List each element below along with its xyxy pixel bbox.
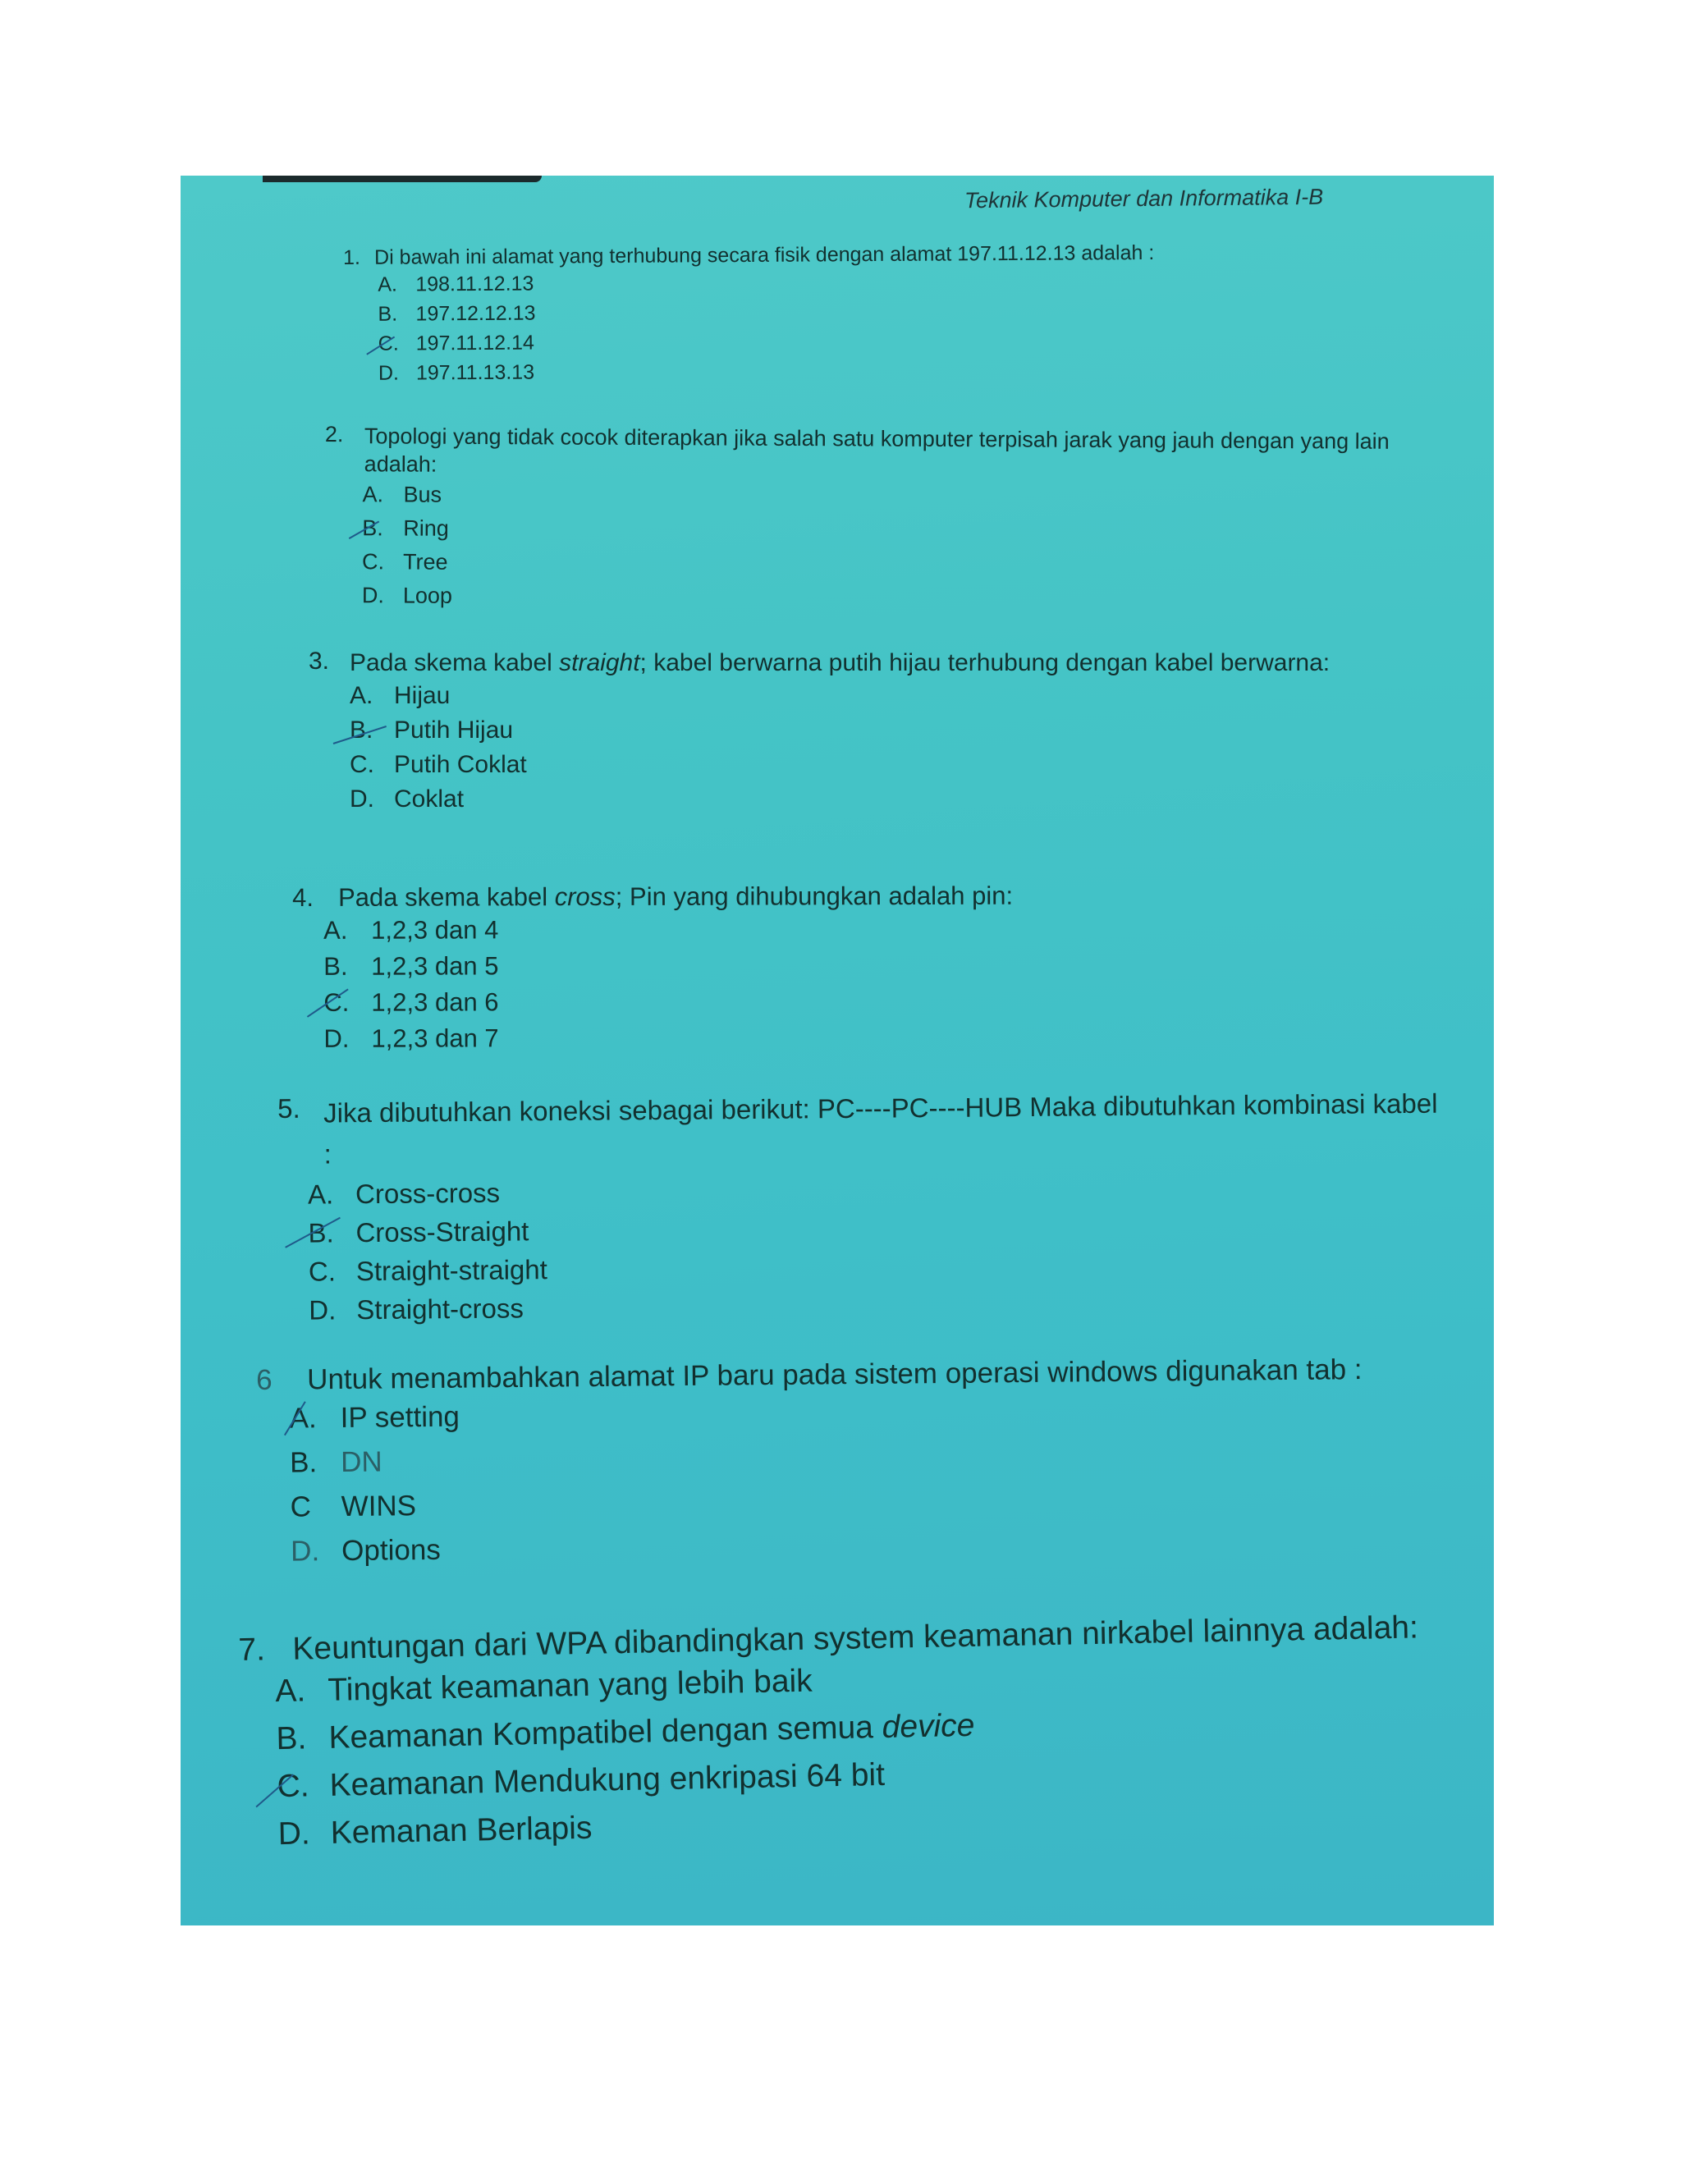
option-text: Putih Hijau xyxy=(394,717,514,744)
question-3 xyxy=(309,648,1421,817)
sheet-header: Teknik Komputer dan Informatika I-B xyxy=(964,184,1324,213)
option-b[interactable] xyxy=(323,946,1359,985)
option-c[interactable] xyxy=(362,545,1391,584)
option-letter: C. xyxy=(323,987,350,1017)
question-number: 7. xyxy=(238,1632,266,1668)
option-b[interactable] xyxy=(350,713,1421,748)
option-text: Options xyxy=(341,1533,441,1568)
option-letter: C xyxy=(290,1490,312,1523)
option-letter: D. xyxy=(277,1815,311,1852)
option-letter: C. xyxy=(378,332,399,355)
option-text: 197.11.12.14 xyxy=(415,331,534,355)
option-text: Cross-Straight xyxy=(355,1216,529,1248)
option-d[interactable] xyxy=(323,1019,1359,1057)
question-number: 5. xyxy=(277,1092,300,1124)
question-text-italic: cross xyxy=(554,881,616,912)
question-text-part: ; kabel berwarna putih hijau terhubung dengan kabel berwarna: xyxy=(639,649,1331,676)
option-a[interactable] xyxy=(362,478,1391,517)
option-text: Kemanan Berlapis xyxy=(330,1810,593,1851)
option-text: 197.12.12.13 xyxy=(415,301,536,326)
option-text: Putih Coklat xyxy=(394,751,527,778)
option-text: IP setting xyxy=(340,1400,460,1435)
options-list xyxy=(378,263,1403,388)
option-letter: B. xyxy=(350,717,373,744)
option-text-italic: device xyxy=(882,1707,975,1745)
option-letter: B. xyxy=(362,515,383,541)
option-d[interactable] xyxy=(350,782,1421,817)
option-letter: D. xyxy=(378,361,400,385)
option-text: Straight-cross xyxy=(356,1293,524,1326)
question-number: 2. xyxy=(324,422,344,447)
option-text: DN xyxy=(340,1445,382,1479)
option-text: Ring xyxy=(403,515,449,541)
option-text: 1,2,3 dan 7 xyxy=(371,1023,499,1053)
question-text: Topologi yang tidak cocok diterapkan jika salah satu komputer terpisah jarak yang jauh dengan yang lain adalah: xyxy=(364,424,1390,477)
shadow-edge xyxy=(263,176,542,182)
question-text-part: ; Pin yang dihubungkan adalah pin: xyxy=(615,881,1014,911)
option-text: Hijau xyxy=(394,682,451,709)
options-list xyxy=(289,1386,1407,1574)
question-text-part: Pada skema kabel xyxy=(350,649,560,676)
question-number: 6 xyxy=(256,1363,273,1396)
option-d[interactable] xyxy=(378,352,1403,388)
option-text: 198.11.12.13 xyxy=(415,272,534,296)
options-list xyxy=(362,478,1392,618)
question-text: Keuntungan dari WPA dibandingkan system keamanan nirkabel lainnya adalah: xyxy=(291,1609,1419,1667)
question-1 xyxy=(343,240,1403,388)
option-letter: B. xyxy=(289,1446,318,1479)
option-letter: C. xyxy=(308,1256,337,1287)
option-letter: A. xyxy=(307,1179,334,1210)
option-letter: A. xyxy=(362,482,384,507)
options-list xyxy=(350,679,1421,817)
question-7 xyxy=(238,1609,1424,1859)
question-text: Untuk menambahkan alamat IP baru pada sistem operasi windows digunakan tab : xyxy=(306,1353,1363,1396)
option-c[interactable] xyxy=(323,982,1359,1021)
option-letter: D. xyxy=(361,583,384,608)
option-text: Keamanan Mendukung enkripasi 64 bit xyxy=(329,1756,886,1803)
option-text: 1,2,3 dan 4 xyxy=(371,915,499,945)
option-letter: B. xyxy=(378,302,398,326)
option-letter: B. xyxy=(308,1217,334,1248)
option-letter: A. xyxy=(378,272,397,296)
option-text: Loop xyxy=(402,583,453,608)
option-c[interactable] xyxy=(350,748,1421,782)
option-letter: D. xyxy=(350,785,374,813)
option-letter: C. xyxy=(362,549,385,575)
options-list xyxy=(308,1165,1445,1330)
options-list xyxy=(275,1646,1424,1858)
option-letter: C. xyxy=(277,1768,310,1805)
option-text: 1,2,3 dan 6 xyxy=(371,987,499,1017)
option-letter: D. xyxy=(323,1023,350,1053)
option-text: Straight-straight xyxy=(355,1254,547,1287)
option-a[interactable] xyxy=(350,679,1421,713)
option-text: WINS xyxy=(341,1490,417,1523)
option-a[interactable] xyxy=(323,910,1359,949)
option-letter: B. xyxy=(323,951,348,981)
option-text-part: Keamanan Kompatibel dengan semua xyxy=(328,1709,883,1756)
question-5 xyxy=(277,1083,1445,1330)
option-text: Bus xyxy=(403,482,442,507)
option-letter: A. xyxy=(323,915,348,945)
question-6 xyxy=(256,1353,1407,1574)
question-text: Di bawah ini alamat yang terhubung secara fisik dengan alamat 197.11.12.13 adalah : xyxy=(373,240,1155,269)
question-number: 3. xyxy=(309,648,330,675)
question-4 xyxy=(292,881,1360,1057)
option-text: 197.11.13.13 xyxy=(415,360,535,385)
question-text xyxy=(350,648,1421,679)
option-letter: A. xyxy=(350,682,373,709)
question-number: 4. xyxy=(292,882,314,912)
option-letter: A. xyxy=(289,1402,317,1435)
option-text: Cross-cross xyxy=(355,1177,501,1210)
question-text-italic: straight xyxy=(559,649,640,676)
question-text-part: Pada skema kabel xyxy=(337,882,555,912)
option-letter: C. xyxy=(350,751,374,778)
question-text xyxy=(338,881,1359,913)
option-text: Tingkat keamanan yang lebih baik xyxy=(327,1663,813,1708)
option-text: Tree xyxy=(403,549,448,575)
question-text: Jika dibutuhkan koneksi sebagai berikut: PC----PC----HUB Maka dibutuhkan kombinasi kabel : xyxy=(323,1087,1438,1170)
question-2 xyxy=(324,422,1392,618)
option-letter: D. xyxy=(291,1535,320,1568)
option-b[interactable] xyxy=(362,511,1391,551)
option-text: 1,2,3 dan 5 xyxy=(371,951,499,981)
option-d[interactable] xyxy=(362,579,1391,618)
exam-sheet-photo xyxy=(181,176,1494,1925)
question-number: 1. xyxy=(343,245,361,269)
option-letter: D. xyxy=(309,1294,337,1326)
option-text: Coklat xyxy=(394,785,465,813)
option-letter: A. xyxy=(274,1673,306,1710)
option-letter: B. xyxy=(276,1720,307,1757)
options-list xyxy=(323,910,1359,1057)
